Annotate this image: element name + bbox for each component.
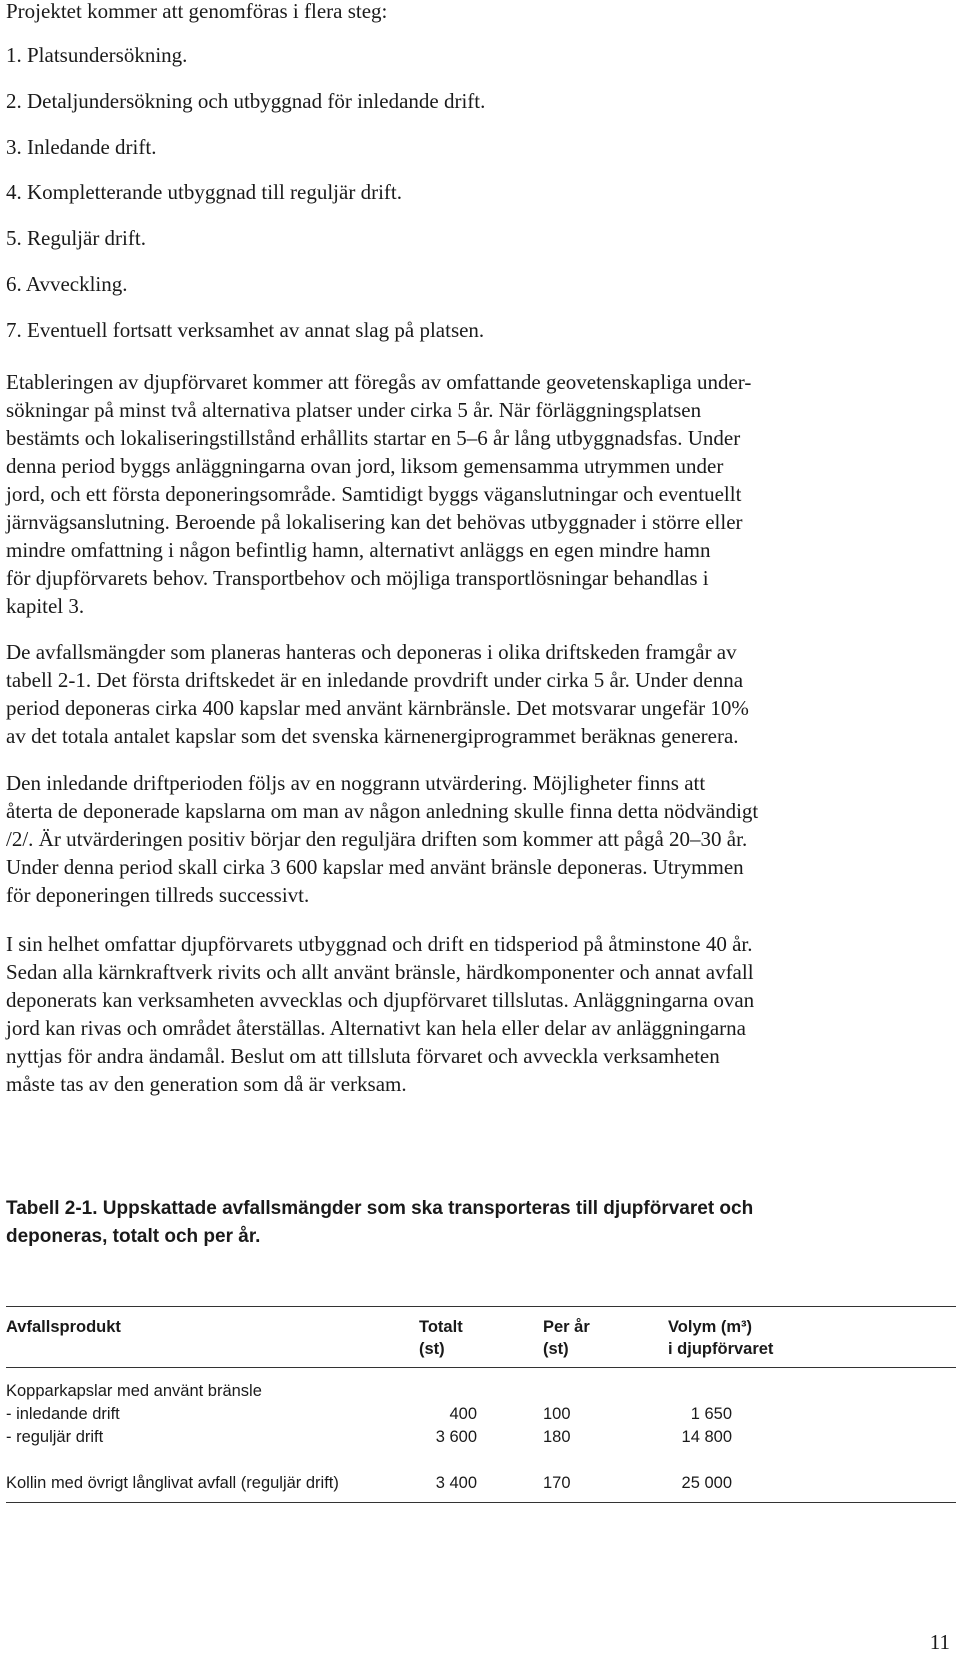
paragraph-line: av det totala antalet kapslar som det svenska kärnenergiprogrammet beräknas generera. — [6, 724, 739, 748]
paragraph-line: nyttjas för andra ändamål. Beslut om att tillsluta förvaret och avveckla verksamheten — [6, 1044, 720, 1068]
paragraph-line: måste tas av den generation som då är verksam. — [6, 1072, 407, 1096]
paragraph-line: bestämts och lokaliseringstillstånd erhållits startar en 5–6 år lång utbyggnadsfas. Under — [6, 426, 741, 450]
table-cell-product: - inledande drift — [6, 1405, 120, 1423]
paragraph-line: I sin helhet omfattar djupförvarets utbyggnad och drift en tidsperiod på åtminstone 40 år. — [6, 932, 753, 956]
table-cell-total: 400 — [449, 1405, 477, 1423]
table-header-rule — [6, 1367, 956, 1368]
table-cell-product: - reguljär drift — [6, 1428, 104, 1446]
column-header-volume-unit: i djupförvaret — [668, 1340, 774, 1358]
column-header-total-unit: (st) — [419, 1340, 445, 1358]
list-item: 2. Detaljundersökning och utbyggnad för inledande drift. — [6, 89, 486, 113]
paragraph-line: mindre omfattning i någon befintlig hamn, alternativt anläggs en egen mindre hamn — [6, 538, 711, 562]
paragraph-line: /2/. Är utvärderingen positiv börjar den reguljära driften som kommer att pågå 20–30 år. — [6, 827, 748, 851]
paragraph-line: deponerats kan verksamheten avvecklas och djupförvaret tillslutas. Anläggningarna ovan — [6, 988, 755, 1012]
table-caption-line: Tabell 2-1. Uppskattade avfallsmängder som ska transporteras till djupförvaret och — [6, 1198, 754, 1219]
column-header-per-year: Per år — [543, 1318, 590, 1336]
intro-text: Projektet kommer att genomföras i flera steg: — [6, 0, 388, 23]
list-item: 3. Inledande drift. — [6, 135, 157, 159]
paragraph-line: för deponeringen tillreds successivt. — [6, 883, 310, 907]
paragraph-line: period deponeras cirka 400 kapslar med använt kärnbränsle. Det motsvarar ungefär 10% — [6, 696, 749, 720]
page-number: 11 — [929, 1630, 950, 1654]
list-item: 5. Reguljär drift. — [6, 226, 146, 250]
table-cell-volume: 25 000 — [681, 1474, 732, 1492]
list-item: 6. Avveckling. — [6, 272, 128, 296]
column-header-product: Avfallsprodukt — [6, 1318, 121, 1336]
paragraph-line: jord kan rivas och området återställas. Alternativt kan hela eller delar av anläggningarna — [6, 1016, 746, 1040]
list-item: 7. Eventuell fortsatt verksamhet av annat slag på platsen. — [6, 318, 485, 342]
paragraph-line: jord, och ett första deponeringsområde. Samtidigt byggs väganslutningar och eventuellt — [6, 482, 742, 506]
table-cell-total: 3 400 — [435, 1474, 477, 1492]
paragraph-line: sökningar på minst två alternativa platser under cirka 5 år. När förläggningsplatsen — [6, 398, 702, 422]
table-bottom-rule — [6, 1502, 956, 1503]
table-caption-line: deponeras, totalt och per år. — [6, 1226, 261, 1247]
column-header-per-year-unit: (st) — [543, 1340, 569, 1358]
paragraph-line: för djupförvarets behov. Transportbehov och möjliga transportlösningar behandlas i — [6, 566, 709, 590]
paragraph-line: Sedan alla kärnkraftverk rivits och allt använt bränsle, härdkomponenter och annat avfall — [6, 960, 754, 984]
paragraph-line: Den inledande driftperioden följs av en noggrann utvärdering. Möjligheter finns att — [6, 771, 706, 795]
table-cell-per-year: 170 — [543, 1474, 571, 1492]
table-cell-total: 3 600 — [435, 1428, 477, 1446]
list-item: 4. Kompletterande utbyggnad till reguljär drift. — [6, 180, 402, 204]
paragraph-line: Under denna period skall cirka 3 600 kapslar med använt bränsle deponeras. Utrymmen — [6, 855, 744, 879]
paragraph-line: kapitel 3. — [6, 594, 85, 618]
table-cell-product: Kollin med övrigt långlivat avfall (reguljär drift) — [6, 1474, 339, 1492]
paragraph-line: tabell 2-1. Det första driftskedet är en inledande provdrift under cirka 5 år. Under denna — [6, 668, 744, 692]
list-item: 1. Platsundersökning. — [6, 43, 188, 67]
paragraph-line: Etableringen av djupförvaret kommer att föregås av omfattande geovetenskapliga under- — [6, 370, 752, 394]
paragraph-line: De avfallsmängder som planeras hanteras och deponeras i olika driftskeden framgår av — [6, 640, 737, 664]
table-cell-per-year: 180 — [543, 1428, 571, 1446]
paragraph-line: järnvägsanslutning. Beroende på lokalisering kan det behövas utbyggnader i större eller — [6, 510, 743, 534]
column-header-total: Totalt — [419, 1318, 463, 1336]
table-cell-volume: 14 800 — [681, 1428, 732, 1446]
column-header-volume: Volym (m³) — [668, 1318, 753, 1336]
table-cell-volume: 1 650 — [690, 1405, 732, 1423]
table-group-label: Kopparkapslar med använt bränsle — [6, 1382, 262, 1400]
paragraph-line: denna period byggs anläggningarna ovan jord, liksom gemensamma utrymmen under — [6, 454, 724, 478]
paragraph-line: återta de deponerade kapslarna om man av någon anledning skulle finna detta nödvändigt — [6, 799, 759, 823]
table-cell-per-year: 100 — [543, 1405, 571, 1423]
table-top-rule — [6, 1306, 956, 1307]
table-caption — [6, 1195, 936, 1251]
